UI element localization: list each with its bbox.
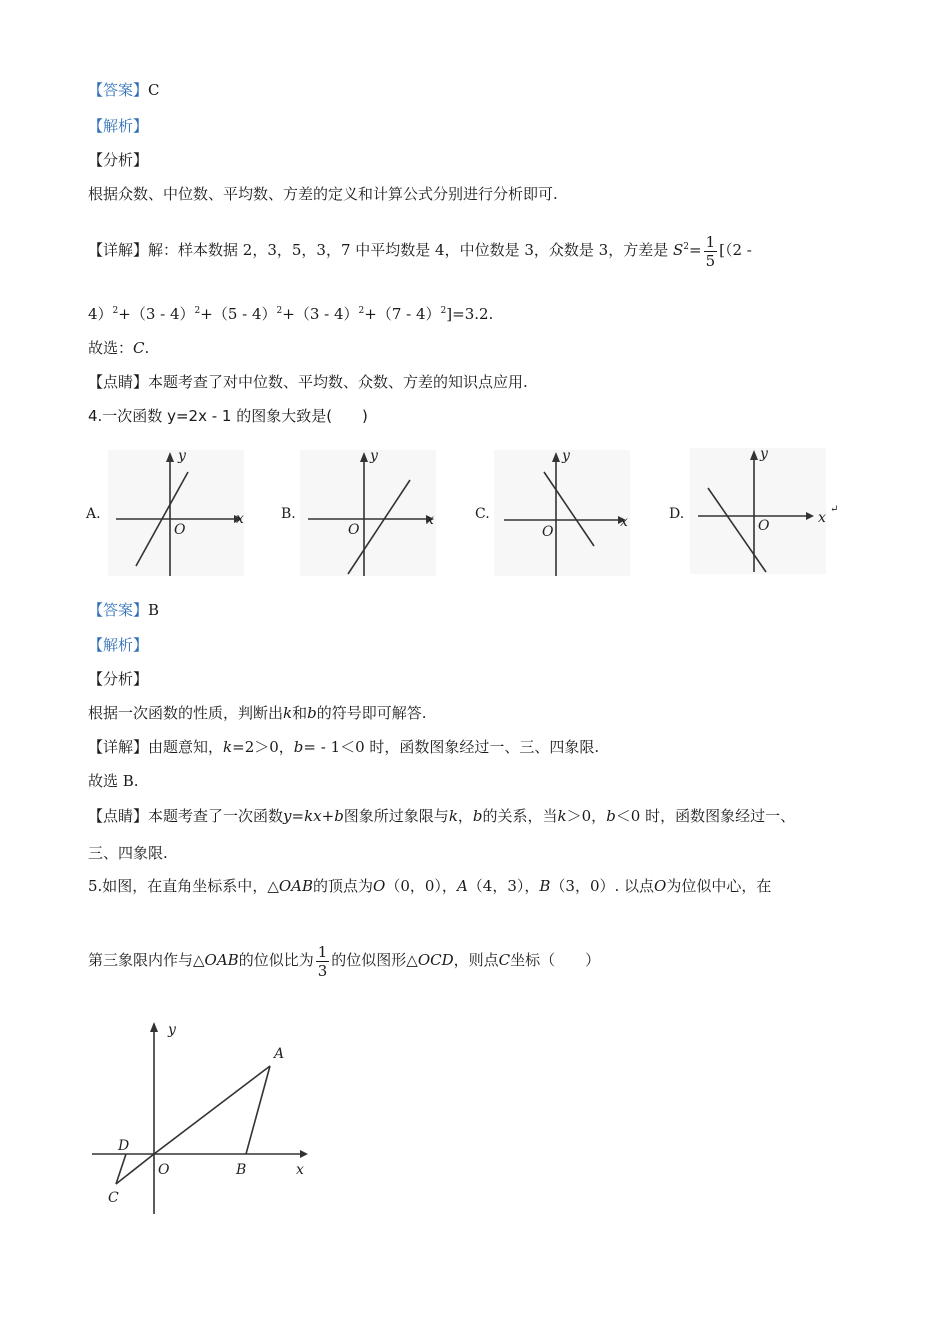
option-d-graph <box>690 446 840 576</box>
comment-p4: 的关系，当 <box>482 807 558 825</box>
detail-p3: = - 1＜0 时，函数图象经过一、三、四象限. <box>303 738 600 756</box>
q5-l2-p4: ，则点 <box>453 951 499 969</box>
q4-fenxi-text <box>88 703 427 723</box>
q3-comment-line <box>88 372 528 392</box>
origin-label: O <box>348 522 360 538</box>
x-label: x <box>236 511 244 527</box>
fraction-one-fifth <box>704 233 718 270</box>
graph-panel <box>690 448 826 574</box>
q5-p5: （3，0）. 以点 <box>550 877 655 895</box>
point-o: O <box>373 877 386 895</box>
label-a: A <box>274 1046 285 1062</box>
choose-suffix: . <box>144 339 150 357</box>
s-exponent: 2 <box>683 242 690 252</box>
k-var: k <box>448 807 458 825</box>
oab: OAB <box>278 877 314 895</box>
var-term-1: 4） <box>88 305 113 323</box>
x-label: x <box>620 514 628 530</box>
answer-value: C <box>148 81 160 99</box>
q4-comment-line2: 三、四象限. <box>88 844 168 862</box>
detail-tag: 【详解】 <box>88 241 149 259</box>
var-term-4: +（3 - 4） <box>282 305 359 323</box>
option-b-label: B. <box>281 506 296 522</box>
segment-oa <box>154 1066 270 1154</box>
frac-num: 1 <box>317 942 328 961</box>
q5-p4: （4，3）， <box>467 877 540 895</box>
formula: y=kx+b <box>283 807 344 825</box>
q3-analysis-tag: 【解析】 <box>88 117 149 135</box>
q4-comment-line <box>88 806 795 826</box>
choose-prefix: 故选： <box>88 339 134 357</box>
q3-choose-line <box>88 338 149 358</box>
x-label: x <box>426 512 434 528</box>
segment-ab <box>246 1066 270 1154</box>
detail-p1: 由题意知， <box>148 738 224 756</box>
q5-l2-p2: 的位似比为 <box>238 951 314 969</box>
option-d-label: D. <box>669 506 685 522</box>
x-label: x <box>296 1162 304 1178</box>
detail-tag: 【详解】 <box>88 738 149 756</box>
detail-text-b: [（2 - <box>719 241 752 259</box>
point-o: O <box>654 877 667 895</box>
var-term-3: +（5 - 4） <box>200 305 277 323</box>
fenxi-p2: 和 <box>292 704 308 722</box>
y-label: y <box>562 448 570 464</box>
option-a-label: A. <box>86 506 101 522</box>
point-a: A <box>456 877 468 895</box>
q3-answer-line <box>88 80 160 100</box>
square-5: 2 <box>440 306 447 316</box>
q5-p3: （0，0）， <box>385 877 457 895</box>
y-label: y <box>178 448 186 464</box>
q5-p6: 为位似中心，在 <box>666 877 772 895</box>
point-b: B <box>539 877 551 895</box>
origin-label: O <box>542 524 554 540</box>
q5-line2 <box>88 940 600 980</box>
q3-fenxi-text: 根据众数、中位数、平均数、方差的定义和计算公式分别进行分析即可. <box>88 185 558 203</box>
q4-detail-line <box>88 737 599 757</box>
ocd: OCD <box>417 951 454 969</box>
origin-label: O <box>758 518 770 534</box>
q5-l2-p3: 的位似图形△ <box>331 951 418 969</box>
frac-num: 1 <box>705 232 716 251</box>
k-var: k <box>557 807 567 825</box>
comment-p1: 本题考查了一次函数 <box>148 807 284 825</box>
detail-p2: =2＞0， <box>232 738 294 756</box>
comment-p2: 图象所过象限与 <box>343 807 449 825</box>
y-label: y <box>168 1022 176 1038</box>
square-4: 2 <box>358 306 365 316</box>
fraction-one-third <box>316 943 330 980</box>
q5-l2-p5: 坐标（ ） <box>510 951 601 969</box>
y-label: y <box>760 446 768 462</box>
s-symbol: S <box>673 241 684 259</box>
q4-analysis-tag: 【解析】 <box>88 636 149 654</box>
var-term-5: +（7 - 4） <box>364 305 441 323</box>
q4-question: 4.一次函数 y=2x - 1 的图象大致是( ) <box>88 407 368 425</box>
q3-detail-line <box>88 230 752 270</box>
var-term-2: +（3 - 4） <box>118 305 195 323</box>
y-label: y <box>370 448 378 464</box>
square-1: 2 <box>112 306 119 316</box>
b-var: b <box>472 807 483 825</box>
answer-tag: 【答案】 <box>88 81 149 99</box>
graph-panel <box>494 450 630 576</box>
fenxi-p3: 的符号即可解答. <box>316 704 427 722</box>
b-var: b <box>307 704 317 722</box>
option-a-graph <box>108 448 248 578</box>
comment-text: 本题考查了对中位数、平均数、众数、方差的知识点应用. <box>148 373 528 391</box>
oab: OAB <box>204 951 239 969</box>
eq-sign: = <box>689 241 702 259</box>
label-b: B <box>236 1162 247 1178</box>
y-axis-arrow <box>150 1022 158 1032</box>
detail-text-a: 解：样本数据 2，3，5，3，7 中平均数是 4，中位数是 3，众数是 3，方差是 <box>148 241 669 259</box>
label-c: C <box>108 1190 119 1206</box>
answer-value: B <box>148 601 160 619</box>
q5-p1: 5.如图，在直角坐标系中，△ <box>88 877 279 895</box>
k-var: k <box>223 738 233 756</box>
point-c: C <box>498 951 511 969</box>
origin-label: O <box>174 522 186 538</box>
comment-tag: 【点睛】 <box>88 807 149 825</box>
q4-fenxi-tag: 【分析】 <box>88 670 149 688</box>
comment-p5: ＞0， <box>566 807 607 825</box>
answer-tag: 【答案】 <box>88 601 149 619</box>
comment-tag: 【点睛】 <box>88 373 149 391</box>
label-d: D <box>118 1138 130 1154</box>
square-3: 2 <box>276 306 283 316</box>
graph-panel <box>300 450 436 576</box>
comment-p6: ＜0 时，函数图象经过一、 <box>615 807 796 825</box>
x-axis-arrow <box>300 1150 308 1158</box>
q4-choose-line: 故选 B. <box>88 772 139 790</box>
option-c-graph <box>494 448 634 578</box>
return-mark-icon: ↵ <box>830 504 839 515</box>
q4-answer-line <box>88 600 159 620</box>
square-2: 2 <box>194 306 201 316</box>
label-o: O <box>158 1162 170 1178</box>
choose-value: C <box>133 339 145 357</box>
frac-den: 5 <box>705 251 716 270</box>
x-label: x <box>818 510 826 526</box>
b-var: b <box>293 738 304 756</box>
q5-line1 <box>88 876 771 896</box>
comment-p3: ， <box>457 807 473 825</box>
var-result: ]=3.2. <box>446 305 494 323</box>
frac-den: 3 <box>317 961 328 980</box>
k-var: k <box>283 704 293 722</box>
q5-l2-p1: 第三象限内作与△ <box>88 951 205 969</box>
q5-triangle-figure <box>86 1016 326 1226</box>
graph-panel <box>108 450 244 576</box>
q3-variance-line <box>88 304 493 324</box>
fenxi-p1: 根据一次函数的性质，判断出 <box>88 704 284 722</box>
option-c-label: C. <box>475 506 490 522</box>
q3-fenxi-tag: 【分析】 <box>88 151 149 169</box>
b-var: b <box>606 807 616 825</box>
option-b-graph <box>300 448 440 578</box>
q5-p2: 的顶点为 <box>313 877 374 895</box>
